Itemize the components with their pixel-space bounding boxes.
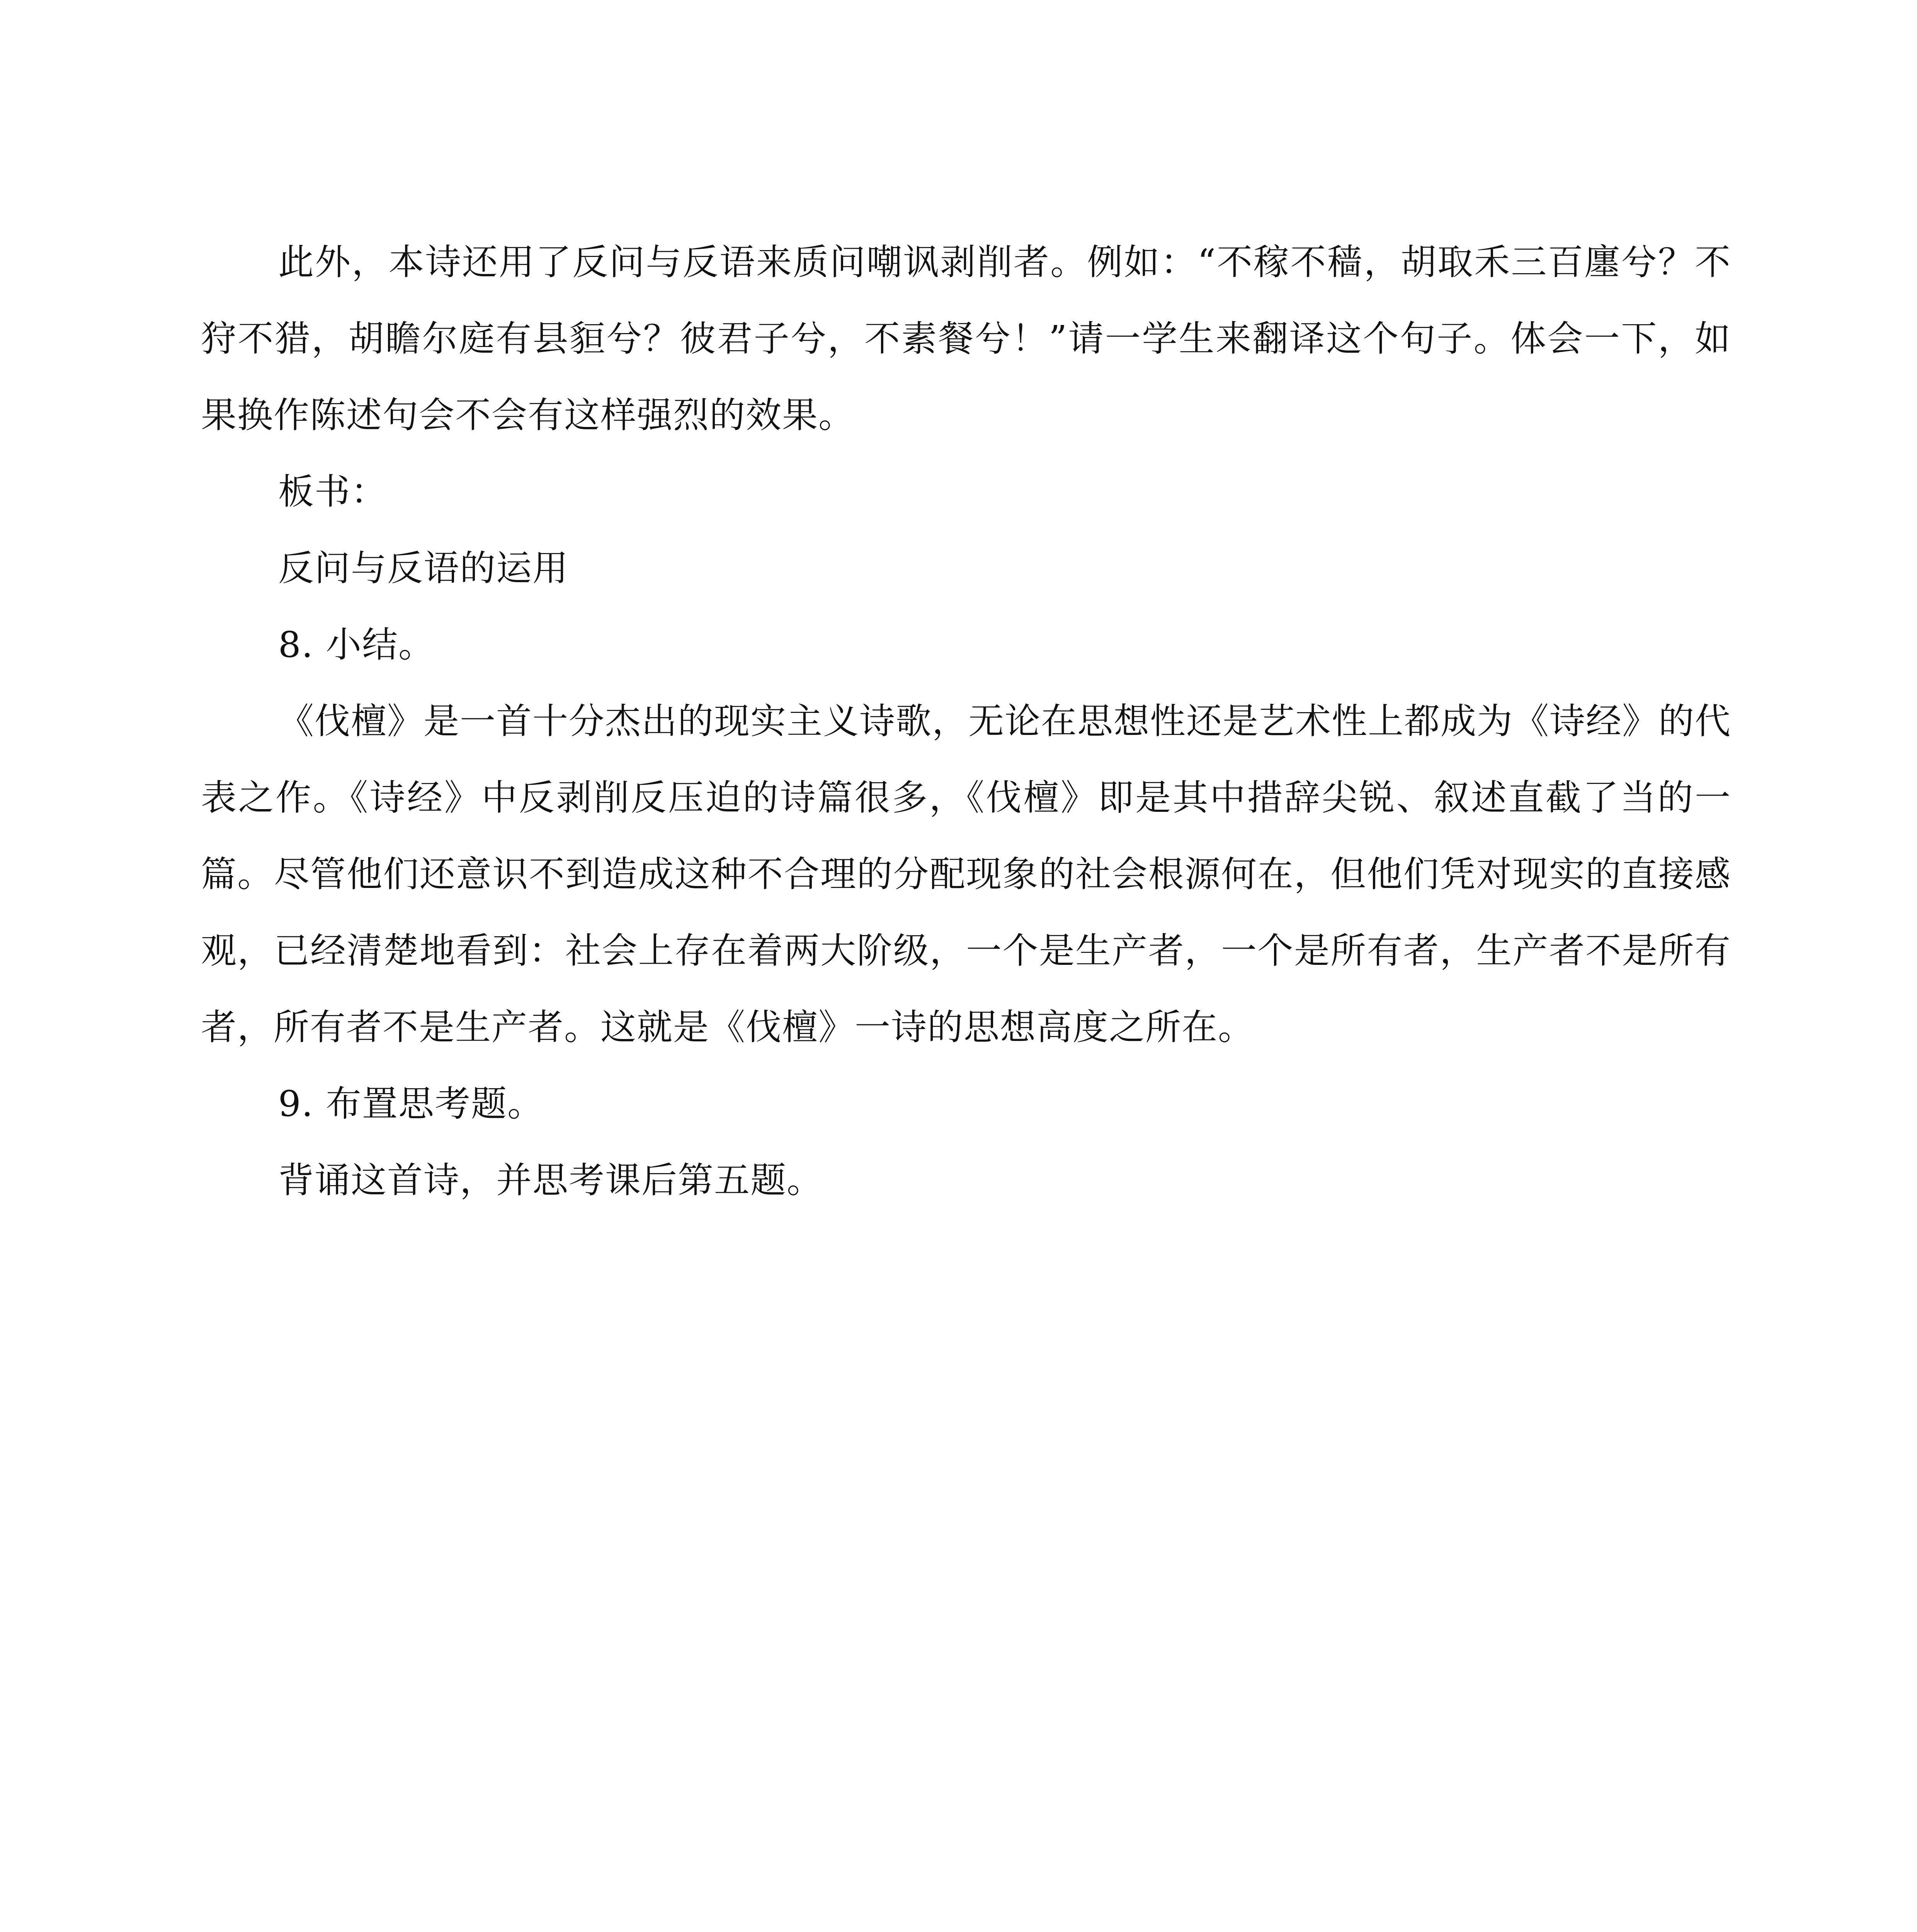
paragraph-blackboard-label: 板书： bbox=[278, 471, 388, 512]
paragraph-summary: 《伐檀》是一首十分杰出的现实主义诗歌，无论在思想性还是艺术性上都成为《诗经》的代表之作。《诗经》中反剥削反压迫的诗篇很多，《伐檀》即是其中措辞尖锐、叙述直截了当的一篇。尽管他们还意识不到造成这种不合理的分配现象的社会根源何在，但他们凭对现实的直接感观，已经清楚地看到：社会上存在着两大阶级，一个是生产者，一个是所有者，生产者不是所有者，所有者不是生产者。这就是《伐檀》一诗的思想高度之所在。 bbox=[201, 701, 1732, 1048]
paragraph-blackboard-content: 反问与反语的运用 bbox=[278, 548, 569, 589]
paragraph-assignment: 背诵这首诗，并思考课后第五题。 bbox=[278, 1160, 823, 1201]
paragraph-rhetorical-question: 此外，本诗还用了反问与反语来质问嘲讽剥削者。例如：“不稼不穑，胡取禾三百廛兮？不狩不猎，胡瞻尔庭有县貆兮？彼君子兮，不素餐兮！”请一学生来翻译这个句子。体会一下，如果换作陈述句会不会有这样强烈的效果。 bbox=[201, 242, 1731, 436]
section-heading-summary: 8. 小结。 bbox=[278, 624, 435, 665]
section-heading-assignment: 9. 布置思考题。 bbox=[278, 1083, 544, 1124]
document-body bbox=[201, 224, 1731, 1219]
